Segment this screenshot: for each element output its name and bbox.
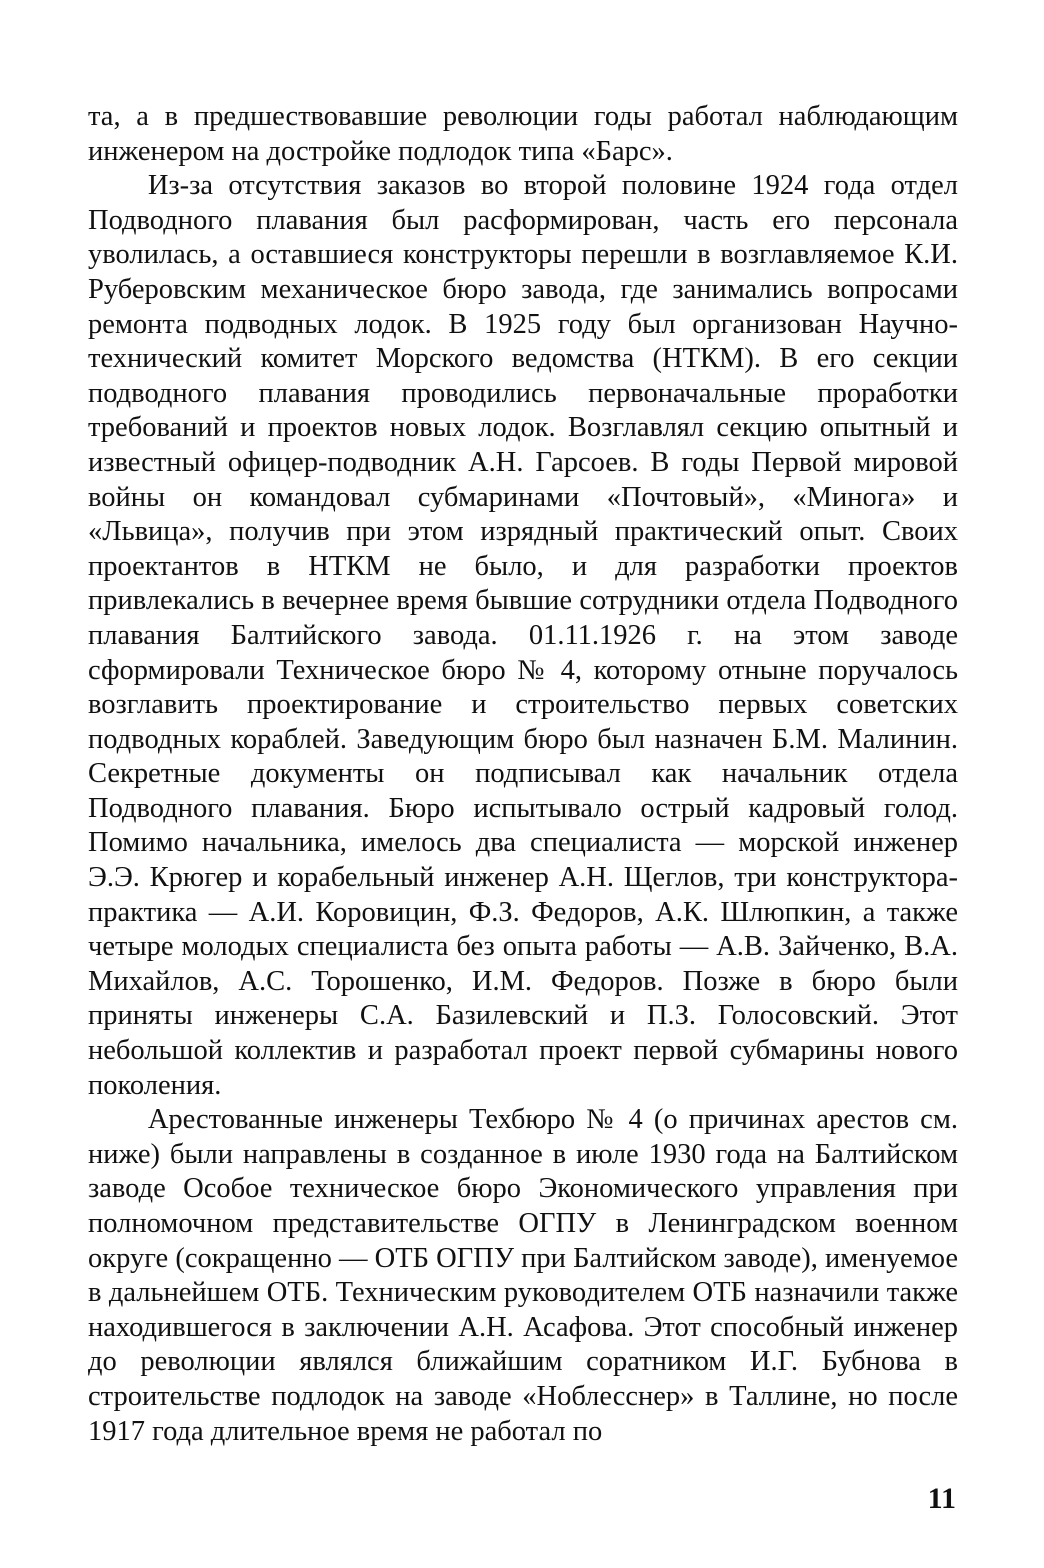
page-number: 11: [927, 1482, 956, 1515]
body-text: [88, 100, 958, 1449]
paragraph-continued: та, а в предшествовавшие революции годы работал наблюдающим инженером на достройке подлодок типа «Барс».: [88, 101, 958, 167]
paragraph-otb-history: Из-за отсутствия заказов во второй половине 1924 года отдел Подводного плавания был расформирован, часть его персонала уволилась, а оставшиеся конструкторы перешли в возглавляемое К.И. Руберовским механическое бюро завода, где занимались вопросами ремонта подводных лодок. В 1925 году был организован Научно-технический комитет Морского ведомства (НТКМ). В его секции подводного плавания проводились первоначальные проработки требований и проектов новых лодок. Возглавлял секцию опытный и известный офицер-подводник А.Н. Гарсоев. В годы Первой мировой войны он командовал субмаринами «Почтовый», «Минога» и «Львица», получив при этом изрядный практический опыт. Своих проектантов в НТКМ не было, и для разработки проектов привлекались в вечернее время бывшие сотрудники отдела Подводного плавания Балтийского завода. 01.11.1926 г. на этом заводе сформировали Техническое бюро № 4, которому отныне поручалось возглавить проектирование и строительство первых советских подводных кораблей. Заведующим бюро был назначен Б.М. Малинин. Секретные документы он подписывал как начальник отдела Подводного плавания. Бюро испытывало острый кадровый голод. Помимо начальника, имелось два специалиста — морской инженер Э.Э. Крюгер и корабельный инженер А.Н. Щеглов, три конструктора-практика — А.И. Коровицин, Ф.З. Федоров, А.К. Шлюпкин, а также четыре молодых специалиста без опыта работы — А.В. Зайченко, В.А. Михайлов, А.С. Торошенко, И.М. Федоров. Позже в бюро были приняты инженеры С.А. Базилевский и П.З. Голосовский. Этот небольшой коллектив и разработал проект первой субмарины нового поколения.: [88, 170, 958, 1101]
paragraph-arrested-engineers: Арестованные инженеры Техбюро № 4 (о причинах арестов см. ниже) были направлены в созданное в июле 1930 года на Балтийском заводе Особое техническое бюро Экономического управления при полномочном представительстве ОГПУ в Ленинградском военном округе (сокращенно — ОТБ ОГПУ при Балтийском заводе), именуемое в дальнейшем ОТБ. Техническим руководителем ОТБ назначили также находившегося в заключении А.Н. Асафова. Этот способный инженер до революции являлся ближайшим соратником И.Г. Бубнова в строительстве подлодок на заводе «Ноблесснер» в Таллине, но после 1917 года длительное время не работал по: [88, 1104, 958, 1447]
